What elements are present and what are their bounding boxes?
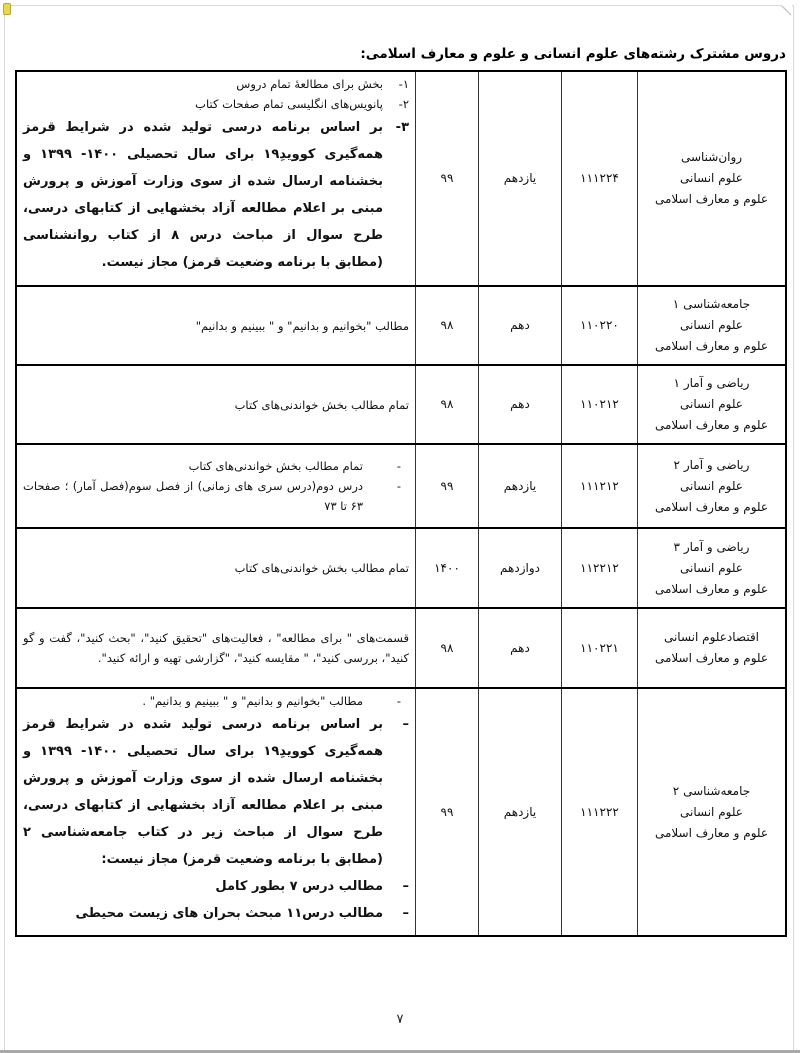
list-marker: - bbox=[396, 694, 401, 708]
table-row bbox=[16, 444, 786, 528]
excluded-content-cell bbox=[16, 286, 416, 365]
course-name-line: علوم انسانی bbox=[680, 318, 743, 332]
note-item bbox=[23, 628, 409, 668]
grade-cell: یازدهم bbox=[479, 688, 562, 936]
course-name-line: جامعه‌شناسی ۲ bbox=[672, 783, 751, 798]
course-name-cell bbox=[638, 688, 787, 936]
note-text: پانویس‌های انگلیسی تمام صفحات کتاب bbox=[195, 97, 383, 111]
grade-cell: یازدهم bbox=[479, 71, 562, 286]
page-fold-icon bbox=[782, 5, 792, 15]
table-row bbox=[16, 608, 786, 688]
note-text: درس دوم(درس سری های زمانی) از فصل سوم(فصل آمار) ؛ صفحات ۶۳ تا ۷۳ bbox=[23, 479, 363, 513]
year-cell: ۹۹ bbox=[416, 71, 479, 286]
year-cell: ۱۴۰۰ bbox=[416, 528, 479, 608]
excluded-content-cell bbox=[16, 688, 416, 936]
excluded-content-cell bbox=[16, 608, 416, 688]
course-name-line: علوم انسانی bbox=[680, 478, 743, 493]
course-code-cell: ۱۱۱۲۲۴ bbox=[562, 71, 638, 286]
grade-cell: یازدهم bbox=[479, 444, 562, 528]
grade-cell: دهم bbox=[479, 608, 562, 688]
list-marker: ۳- bbox=[395, 120, 409, 135]
note-text: تمام مطالب بخش خواندنی‌های کتاب bbox=[234, 397, 409, 412]
course-name-line: روان‌شناسی bbox=[680, 150, 743, 164]
section-heading: دروس مشترک رشته‌های علوم انسانی و علوم و معارف اسلامی: bbox=[360, 46, 786, 62]
course-name-line: علوم و معارف اسلامی bbox=[654, 339, 769, 353]
year-cell: ۹۸ bbox=[416, 608, 479, 688]
course-name-line: ریاضی و آمار ۲ bbox=[673, 457, 750, 472]
course-code-cell: ۱۱۰۲۲۰ bbox=[562, 286, 638, 365]
course-name-cell bbox=[638, 444, 787, 528]
course-name-line: علوم انسانی bbox=[680, 804, 743, 819]
list-marker: ۱- bbox=[398, 77, 409, 91]
courses-table bbox=[15, 70, 787, 937]
course-name-line: علوم انسانی bbox=[680, 560, 743, 575]
note-text: مطالب درس ۷ بطور کامل bbox=[215, 879, 383, 894]
course-name-line: علوم و معارف اسلامی bbox=[654, 192, 769, 206]
course-code-cell: ۱۱۱۲۱۲ bbox=[562, 444, 638, 528]
note-text: قسمت‌های " برای مطالعه" ، فعالیت‌های "تحقیق کنید"، "بحث کنید"، گفت و گو کنید"، بررسی کنید"، " مقایسه کنید"، "گزارشی تهیه و ارائه کنید". bbox=[23, 631, 409, 665]
course-name-line: علوم و معارف اسلامی bbox=[654, 418, 769, 432]
excluded-content-cell bbox=[16, 528, 416, 608]
note-item bbox=[23, 74, 409, 94]
year-cell: ۹۹ bbox=[416, 444, 479, 528]
course-code-cell: ۱۱۰۲۱۲ bbox=[562, 365, 638, 444]
note-item bbox=[23, 900, 409, 927]
list-marker: ۲- bbox=[398, 97, 409, 111]
course-name-line: علوم و معارف اسلامی bbox=[654, 499, 769, 514]
note-text: تمام مطالب بخش خواندنی‌های کتاب bbox=[188, 459, 363, 473]
note-item bbox=[23, 873, 409, 900]
list-marker: - bbox=[396, 459, 401, 473]
note-item bbox=[23, 94, 409, 114]
course-name-cell bbox=[638, 286, 787, 365]
course-name-line: علوم انسانی bbox=[680, 171, 743, 185]
grade-cell: دوازدهم bbox=[479, 528, 562, 608]
year-cell: ۹۹ bbox=[416, 688, 479, 936]
note-item bbox=[23, 711, 409, 873]
note-item bbox=[23, 395, 409, 415]
pin-icon bbox=[3, 3, 11, 15]
note-item bbox=[23, 476, 409, 516]
course-name-cell bbox=[638, 608, 787, 688]
excluded-content-cell bbox=[16, 71, 416, 286]
excluded-content-cell bbox=[16, 365, 416, 444]
note-item bbox=[23, 456, 409, 476]
note-item bbox=[23, 114, 409, 276]
table-row bbox=[16, 71, 786, 286]
course-name-line: جامعه‌شناسی ۱ bbox=[672, 297, 751, 311]
list-marker: - bbox=[396, 479, 401, 493]
course-code-cell: ۱۱۱۲۲۲ bbox=[562, 688, 638, 936]
note-item bbox=[23, 691, 409, 711]
course-name-cell bbox=[638, 528, 787, 608]
page-number: ۷ bbox=[396, 1012, 404, 1027]
note-item bbox=[23, 316, 409, 336]
course-name-line: علوم و معارف اسلامی bbox=[654, 581, 769, 596]
table-row bbox=[16, 365, 786, 444]
course-name-line: علوم و معارف اسلامی bbox=[654, 651, 769, 665]
course-name-line: علوم و معارف اسلامی bbox=[654, 825, 769, 840]
note-text: تمام مطالب بخش خواندنی‌های کتاب bbox=[234, 561, 409, 575]
note-text: مطالب درس۱۱ مبحث بحران های زیست محیطی bbox=[75, 906, 383, 921]
grade-cell: دهم bbox=[479, 365, 562, 444]
course-code-cell: ۱۱۲۲۱۲ bbox=[562, 528, 638, 608]
note-item bbox=[23, 558, 409, 578]
table-row bbox=[16, 286, 786, 365]
course-name-line: علوم انسانی bbox=[680, 397, 743, 411]
course-name-line: ریاضی و آمار ۱ bbox=[673, 376, 750, 390]
year-cell: ۹۸ bbox=[416, 365, 479, 444]
course-code-cell: ۱۱۰۲۲۱ bbox=[562, 608, 638, 688]
table-row bbox=[16, 688, 786, 936]
note-text: بر اساس برنامه درسی تولید شده در شرایط قرمز همه‌گیری کوویدِ۱۹ برای سال تحصیلی ۱۴۰۰- ۱۳۹۹ و بخشنامه ارسال شده از سوی وزارت آموزش و پرورش مبنی بر اعلام مطالعه آزاد بخشهایی از کتابهای درسی، طرح سوال از مباحث زیر در کتاب جامعه‌شناسی ۲ (مطابق با برنامه وضعیت قرمز) مجاز نیست: bbox=[23, 717, 383, 867]
excluded-content-cell bbox=[16, 444, 416, 528]
note-text: مطالب "بخوانیم و بدانیم" و " ببینیم و بدانیم" bbox=[195, 318, 409, 333]
grade-cell: دهم bbox=[479, 286, 562, 365]
year-cell: ۹۸ bbox=[416, 286, 479, 365]
table-row bbox=[16, 528, 786, 608]
list-marker: – bbox=[402, 879, 409, 894]
course-name-line: ریاضی و آمار ۳ bbox=[673, 539, 750, 554]
course-name-line: اقتصادعلوم انسانی bbox=[663, 630, 760, 644]
list-marker: – bbox=[402, 906, 409, 921]
list-marker: – bbox=[402, 717, 409, 732]
note-text: بخش برای مطالعهٔ تمام دروس bbox=[236, 77, 383, 91]
course-name-cell bbox=[638, 365, 787, 444]
note-text: مطالب "بخوانیم و بدانیم" و " ببینیم و بدانیم" . bbox=[142, 694, 363, 708]
note-text: بر اساس برنامه درسی تولید شده در شرایط قرمز همه‌گیری کوویدِ۱۹ برای سال تحصیلی ۱۴۰۰- ۱۳۹۹ و بخشنامه ارسال شده از سوی وزارت آموزش و پرورش مبنی بر اعلام مطالعه آزاد بخشهایی از کتابهای درسی، طرح سوال از مباحث درس ۸ از کتاب روانشناسی (مطابق با برنامه وضعیت قرمز) مجاز نیست. bbox=[23, 120, 383, 270]
course-name-cell bbox=[638, 71, 787, 286]
